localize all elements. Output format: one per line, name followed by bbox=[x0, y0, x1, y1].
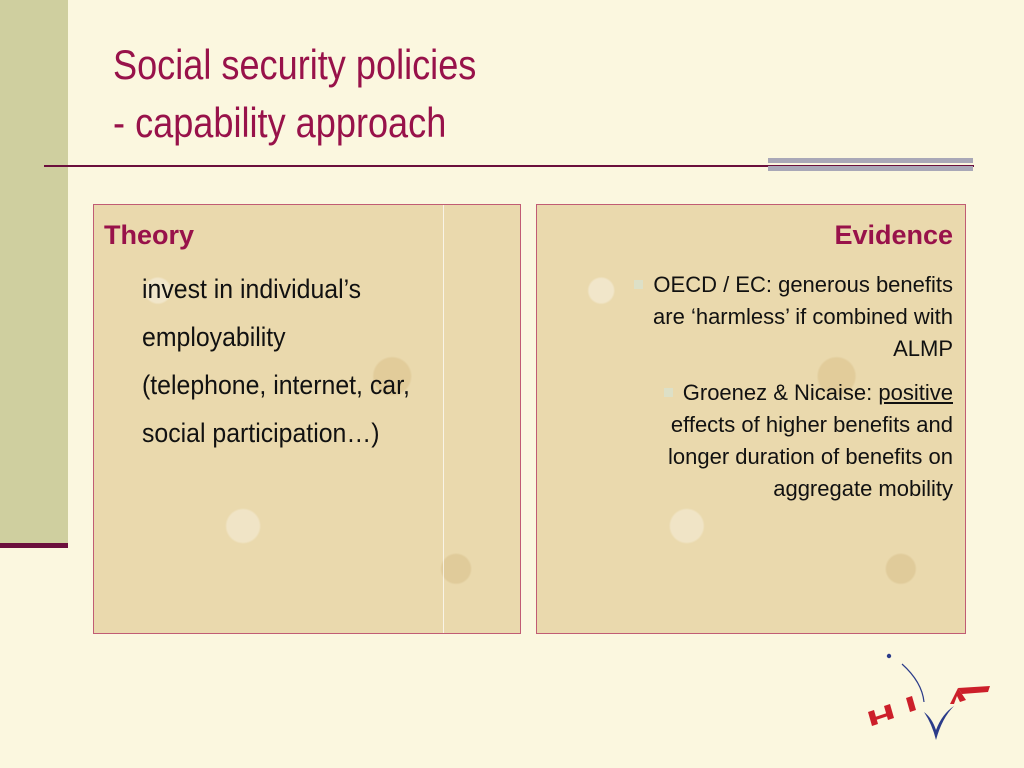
title-accent-bars bbox=[768, 158, 973, 178]
evidence-panel bbox=[536, 204, 966, 634]
evidence-item-2-suffix: effects of higher benefits and longer duration of benefits on aggregate mobility bbox=[668, 412, 953, 501]
side-decor-line bbox=[0, 543, 68, 548]
evidence-list bbox=[623, 269, 953, 517]
slide-title-line-2: - capability approach bbox=[113, 99, 447, 146]
theory-body bbox=[142, 265, 482, 457]
slide-title bbox=[113, 36, 646, 152]
hiva-logo bbox=[862, 652, 1002, 748]
evidence-item-2-emphasis: positive bbox=[878, 380, 953, 405]
theory-panel bbox=[93, 204, 521, 634]
bullet-square-icon bbox=[634, 280, 643, 289]
evidence-item bbox=[623, 377, 953, 505]
evidence-item bbox=[623, 269, 953, 365]
evidence-item-2-prefix: Groenez & Nicaise: bbox=[682, 380, 873, 405]
theory-heading: Theory bbox=[104, 220, 195, 250]
bullet-square-icon bbox=[664, 388, 673, 397]
theory-line-3: (telephone, internet, car, bbox=[142, 370, 410, 400]
evidence-heading: Evidence bbox=[834, 220, 953, 250]
slide-title-line-1: Social security policies bbox=[113, 41, 477, 88]
side-decor-bar bbox=[0, 0, 68, 545]
theory-line-2: employability bbox=[142, 322, 286, 352]
evidence-item-1-text: OECD / EC: generous benefits are ‘harmless’ if combined with ALMP bbox=[653, 272, 953, 361]
theory-line-4: social participation…) bbox=[142, 418, 380, 448]
theory-line-1: invest in individual’s bbox=[142, 274, 362, 304]
